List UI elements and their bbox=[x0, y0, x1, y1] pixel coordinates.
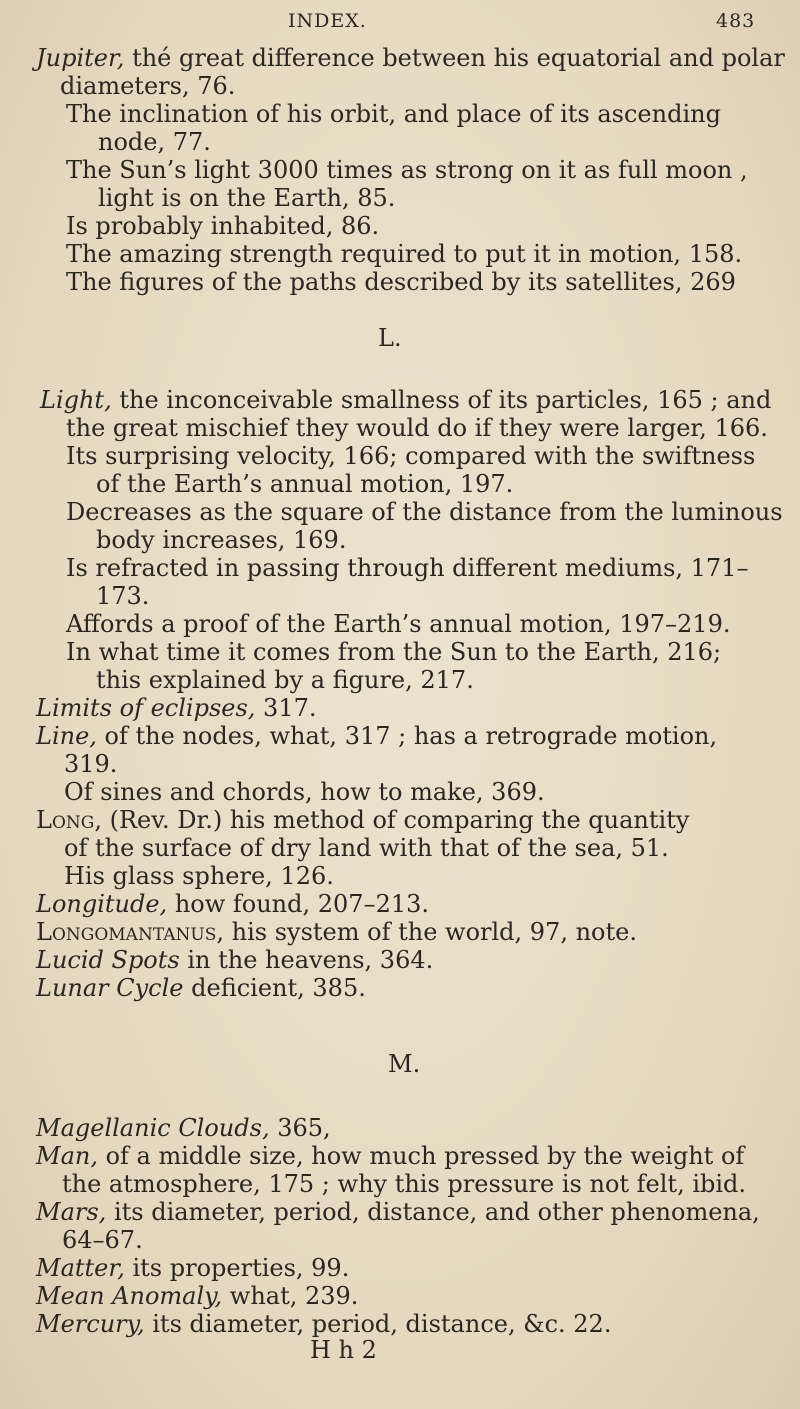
index-line: Long, (Rev. Dr.) his method of comparing the quantity bbox=[36, 806, 690, 834]
index-line: Is refracted in passing through different mediums, 171– bbox=[66, 554, 749, 582]
index-line: the atmosphere, 175 ; why this pressure is not felt, ibid. bbox=[62, 1170, 747, 1198]
index-line: Its surprising velocity, 166; compared with the swiftness bbox=[66, 442, 756, 470]
index-line: Lucid Spots in the heavens, 364. bbox=[36, 946, 434, 974]
section-letter-m: M. bbox=[388, 1050, 421, 1078]
index-line: The Sun’s light 3000 times as strong on it as full moon , bbox=[66, 156, 748, 184]
index-line: The figures of the paths described by its satellites, 269 bbox=[66, 268, 736, 296]
index-line: Limits of eclipses, 317. bbox=[36, 694, 317, 722]
index-line: Lunar Cycle deficient, 385. bbox=[36, 974, 366, 1002]
index-line: of the surface of dry land with that of the sea, 51. bbox=[64, 834, 669, 862]
index-line: 319. bbox=[64, 750, 118, 778]
index-line: 173. bbox=[96, 582, 150, 610]
index-line: Longitude, how found, 207–213. bbox=[36, 890, 430, 918]
index-line: Magellanic Clouds, 365, bbox=[36, 1114, 331, 1142]
header-title: INDEX. bbox=[288, 10, 367, 32]
index-line: The inclination of his orbit, and place of its ascending bbox=[66, 100, 721, 128]
index-line: Is probably inhabited, 86. bbox=[66, 212, 380, 240]
index-line: 64–67. bbox=[62, 1226, 143, 1254]
index-line: Light, the inconceivable smallness of its particles, 165 ; and bbox=[40, 386, 772, 414]
index-line: node, 77. bbox=[98, 128, 211, 156]
index-line: The amazing strength required to put it in motion, 158. bbox=[66, 240, 743, 268]
index-line: this explained by a figure, 217. bbox=[96, 666, 474, 694]
index-line: Mars, its diameter, period, distance, and other phenomena, bbox=[36, 1198, 760, 1226]
section-letter-l: L. bbox=[378, 324, 402, 352]
index-line: of the Earth’s annual motion, 197. bbox=[96, 470, 514, 498]
running-header bbox=[0, 10, 800, 40]
index-line: diameters, 76. bbox=[60, 72, 236, 100]
index-line: His glass sphere, 126. bbox=[64, 862, 334, 890]
index-line: Affords a proof of the Earth’s annual motion, 197–219. bbox=[66, 610, 731, 638]
index-line: body increases, 169. bbox=[96, 526, 347, 554]
page-number: 483 bbox=[716, 10, 756, 32]
index-line: Jupiter, thé great difference between his equatorial and polar bbox=[36, 44, 785, 72]
index-line: light is on the Earth, 85. bbox=[98, 184, 396, 212]
index-line: Decreases as the square of the distance from the luminous bbox=[66, 498, 783, 526]
index-line: Longomantanus, his system of the world, 97, note. bbox=[36, 918, 637, 946]
index-line: the great mischief they would do if they were larger, 166. bbox=[66, 414, 768, 442]
index-line: Mercury, its diameter, period, distance, &c. 22. bbox=[36, 1310, 612, 1338]
index-line: Matter, its properties, 99. bbox=[36, 1254, 350, 1282]
index-line: Of sines and chords, how to make, 369. bbox=[64, 778, 545, 806]
index-line: In what time it comes from the Sun to the Earth, 216; bbox=[66, 638, 722, 666]
printer-signature: H h 2 bbox=[310, 1336, 377, 1364]
index-line: Mean Anomaly, what, 239. bbox=[36, 1282, 359, 1310]
index-line: Man, of a middle size, how much pressed by the weight of bbox=[36, 1142, 745, 1170]
index-line: Line, of the nodes, what, 317 ; has a retrograde motion, bbox=[36, 722, 718, 750]
